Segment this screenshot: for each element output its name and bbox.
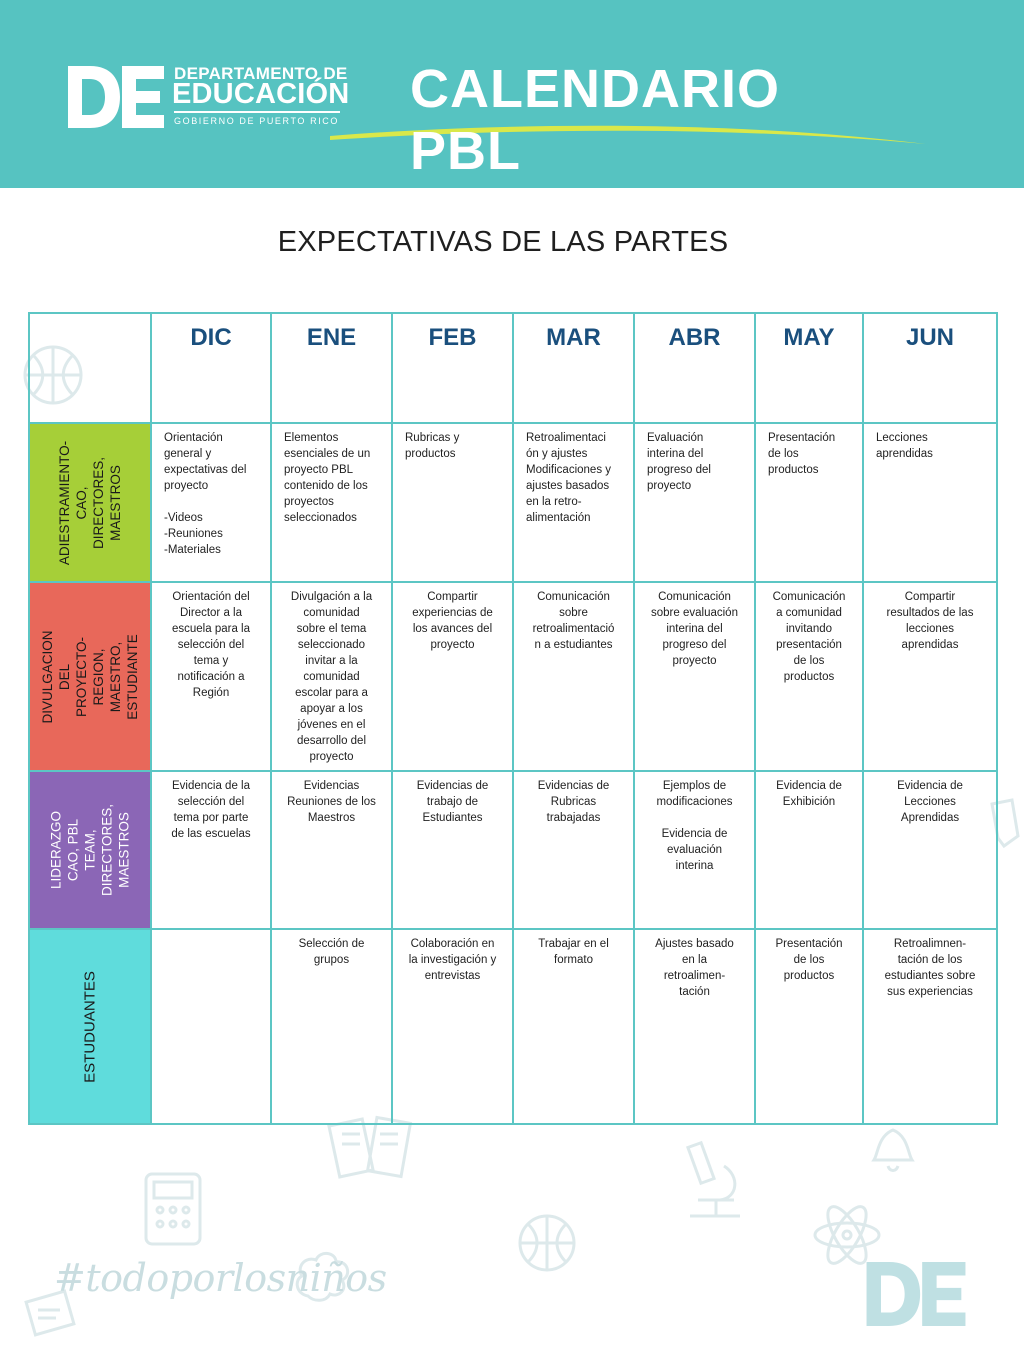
bell-icon — [860, 1116, 926, 1176]
cell-text: Evidencias de Rubricas trabajadas — [537, 780, 610, 824]
table-cell — [271, 423, 392, 582]
table-cell — [755, 582, 863, 771]
calendar-table — [28, 312, 998, 1125]
cell-text: Divulgación a la comunidad sobre el tema seleccionado invitar a la comunidad escolar para a apoyar a los jóvenes en el desarrollo del proyecto — [290, 591, 373, 763]
table-row — [29, 423, 997, 582]
cell-text: Ejemplos de modificaciones Evidencia de evaluación interina — [656, 780, 733, 872]
page-title: CALENDARIO PBL — [410, 59, 780, 181]
table-row — [29, 582, 997, 771]
table-cell — [634, 582, 755, 771]
cell-text: Rubricas y productos — [405, 432, 460, 460]
month-header: ENE — [271, 313, 392, 423]
cell-text: Presentación de los productos — [768, 432, 836, 476]
cell-text: Evidencias de trabajo de Estudiantes — [416, 780, 489, 824]
row-label: DIVULGACION DEL PROYECTO- REGION, MAESTRO, ESTUDIANTE — [40, 629, 140, 724]
table-cell — [392, 582, 513, 771]
logo-divider — [174, 111, 340, 113]
de-logo-icon — [64, 64, 168, 130]
table-cell — [634, 771, 755, 929]
cell-text: Lecciones aprendidas — [876, 432, 933, 460]
cell-text: Evidencia de Lecciones Aprendidas — [897, 780, 963, 824]
table-cell — [755, 771, 863, 929]
section-subtitle: EXPECTATIVAS DE LAS PARTES — [277, 226, 729, 258]
table-cell — [863, 423, 997, 582]
row-label: ADIESTRAMIENTO- CAO, DIRECTORES, MAESTROS — [57, 440, 123, 565]
row-label: LIDERAZGO CAO, PBL TEAM, DIRECTORES, MAESTROS — [48, 803, 132, 897]
table-cell — [271, 771, 392, 929]
month-header: FEB — [392, 313, 513, 423]
cell-text: Trabajar en el formato — [538, 938, 609, 966]
cell-text: Comunicación a comunidad invitando presentación de los productos — [772, 591, 846, 683]
cell-text: Retroalimnen- tación de los estudiantes sobre sus experiencias — [884, 938, 976, 998]
month-header: ABR — [634, 313, 755, 423]
row-header-estudiantes — [29, 929, 151, 1124]
table-cell — [755, 423, 863, 582]
table-cell — [151, 929, 271, 1124]
cell-text: Comunicación sobre evaluación interina del progreso del proyecto — [651, 591, 738, 667]
table-cell — [392, 423, 513, 582]
cell-text: Evidencias Reuniones de los Maestros — [287, 780, 376, 824]
row-header-divulgacion — [29, 582, 151, 771]
month-header: MAY — [755, 313, 863, 423]
table-cell — [513, 929, 634, 1124]
month-header: MAR — [513, 313, 634, 423]
row-header-adiestramiento — [29, 423, 151, 582]
logo-line-government: GOBIERNO DE PUERTO RICO — [174, 116, 339, 126]
corner-cell — [29, 313, 151, 423]
cell-text: Retroalimentaci ón y ajustes Modificaciones y ajustes basados en la retro- alimentación — [526, 432, 612, 524]
cell-text: Compartir experiencias de los avances del proyecto — [412, 591, 493, 651]
table-cell — [151, 423, 271, 582]
table-cell — [392, 771, 513, 929]
cell-text: Orientación general y expectativas del proyecto -Videos -Reuniones -Materiales — [164, 432, 247, 556]
cell-text: Compartir resultados de las lecciones aprendidas — [886, 591, 974, 651]
month-header: JUN — [863, 313, 997, 423]
table-cell — [634, 423, 755, 582]
month-header: DIC — [151, 313, 271, 423]
logo-line-education: EDUCACIÓN — [172, 78, 350, 110]
table-cell — [513, 771, 634, 929]
cell-text: Evaluación interina del progreso del proyecto — [647, 432, 711, 492]
basketball-icon — [514, 1210, 580, 1276]
table-cell — [392, 929, 513, 1124]
cell-text — [152, 930, 270, 940]
table-cell — [863, 929, 997, 1124]
table-row — [29, 771, 997, 929]
table-cell — [863, 771, 997, 929]
table-row — [29, 929, 997, 1124]
table-cell — [151, 771, 271, 929]
cell-text: Evidencia de Exhibición — [776, 780, 842, 808]
table-cell — [513, 582, 634, 771]
logo-line-department: DEPARTAMENTO DE — [174, 64, 348, 83]
microscope-icon — [680, 1136, 750, 1226]
table-cell — [271, 582, 392, 771]
cell-text: Comunicación sobre retroalimentació n a estudiantes — [532, 591, 615, 651]
cell-text: Colaboración en la investigación y entrevistas — [408, 938, 497, 982]
table-cell — [634, 929, 755, 1124]
header-banner — [0, 0, 1024, 188]
cell-text: Orientación del Director a la escuela para la selección del tema y notificación a Región — [172, 591, 250, 699]
table-cell — [513, 423, 634, 582]
cell-text: Elementos esenciales de un proyecto PBL contenido de los proyectos seleccionados — [284, 432, 371, 524]
row-header-liderazgo — [29, 771, 151, 929]
table-cell — [863, 582, 997, 771]
table-cell — [755, 929, 863, 1124]
cell-text: Selección de grupos — [298, 938, 365, 966]
table-cell — [271, 929, 392, 1124]
cell-text: Evidencia de la selección del tema por parte de las escuelas — [171, 780, 251, 840]
month-header-row — [29, 313, 997, 423]
cell-text: Ajustes basado en la retroalimen- tación — [655, 938, 734, 998]
calculator-icon — [140, 1170, 206, 1250]
hashtag-footer: #todoporlosniños — [54, 1256, 387, 1300]
cell-text: Presentación de los productos — [775, 938, 843, 982]
row-label: ESTUDUANTES — [81, 970, 99, 1083]
table-cell — [151, 582, 271, 771]
department-logo — [64, 62, 354, 132]
de-logo-icon — [860, 1260, 972, 1328]
